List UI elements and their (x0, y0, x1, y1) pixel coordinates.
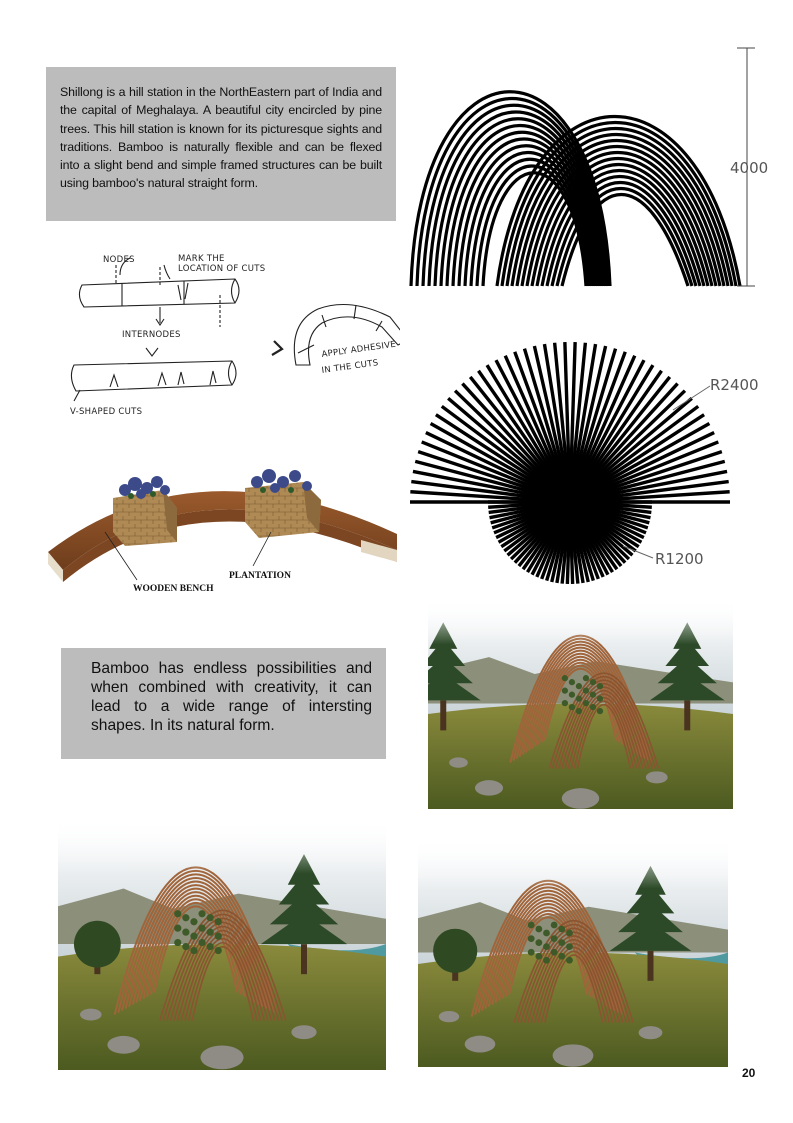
v-shaped-cuts-label: V-SHAPED CUTS (70, 407, 143, 417)
apply-adhesive-label-line1: APPLY ADHESIVE (321, 339, 397, 360)
bamboo-cutting-sketch (60, 245, 400, 435)
outer-radius-label: R2400 (710, 376, 759, 394)
apply-adhesive-label-line2: IN THE CUTS (321, 358, 380, 376)
render-view-1 (428, 598, 733, 809)
nodes-label: NODES (103, 255, 135, 265)
possibilities-paragraph: Bamboo has endless possibilities and when combined with creativity, it can lead to a wide range of intersting shapes. In its natural form. (91, 660, 372, 734)
intro-text-box (46, 67, 396, 221)
mark-cuts-label-line2: LOCATION OF CUTS (178, 264, 266, 274)
render-view-2 (58, 818, 386, 1070)
elevation-drawing (405, 40, 785, 292)
possibilities-text-box (61, 648, 386, 759)
wooden-bench-label: WOODEN BENCH (133, 584, 214, 594)
inner-radius-label: R1200 (655, 550, 704, 568)
plan-drawing (405, 330, 785, 595)
plantation-label: PLANTATION (229, 571, 291, 581)
height-dimension-label: 4000 (730, 159, 769, 177)
mark-cuts-label-line1: MARK THE (178, 254, 225, 264)
bench-drawing (45, 460, 400, 600)
intro-paragraph: Shillong is a hill station in the NorthEastern part of India and the capital of Meghalaya. A beautiful city encircled by pine trees. This hill station is known for its picturesque sights and traditions. Bamboo is naturally flexible and can be flexed into a slight bend and simple framed structures can be built using bamboo's natural straight form. (60, 85, 382, 191)
internodes-label: INTERNODES (122, 330, 181, 340)
render-view-3 (418, 838, 728, 1067)
page-number: 20 (742, 1066, 756, 1080)
